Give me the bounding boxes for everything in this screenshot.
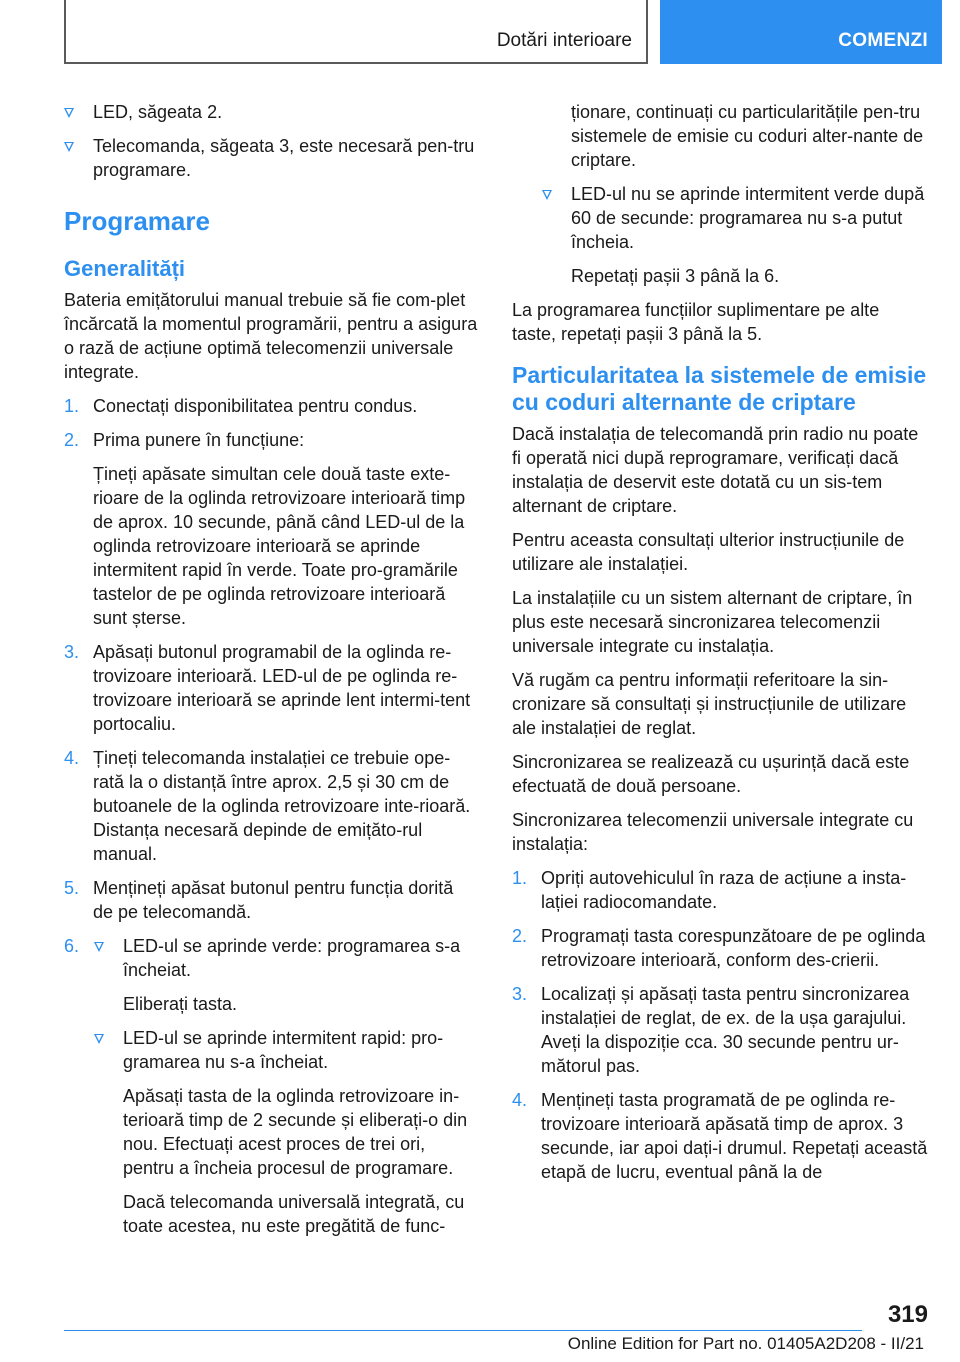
triangle-bullet-icon [64,108,74,118]
step-number: 5. [64,878,80,898]
step-item: 4. Mențineți tasta programată de pe oglinda re‐trovizoare interioară apăsată timp de aprox. 3 secunde, iar apoi dați-i drumul. Repetați această etapă de lucru, eventual până la de [512,1090,928,1182]
bullet-item: LED, săgeata 2. [64,100,478,124]
step-item: 2. Programați tasta corespunzătoare de pe oglinda retrovizoare interioară, conform des‐crierii. [512,926,926,970]
triangle-bullet-icon [542,190,552,200]
step-number: 4. [512,1090,528,1110]
step-item: 2. Prima punere în funcțiune: [64,430,305,450]
page-number: 319 [887,1301,928,1328]
step-item: 1. Conectați disponibilitatea pentru condus. [64,396,418,416]
left-column [64,100,478,1248]
step-item: 4. Țineți telecomanda instalației ce trebuie ope‐rată la o distanță între aprox. 2,5 și 30 cm de butoanele de la oglinda retrovizoare inte‐rioară. Distanța necesară depinde de emițăto‐rul manual. [64,748,471,864]
step-item: 3. Localizați și apăsați tasta pentru sincronizarea instalației de reglat, de ex. de la ușa garajului. Aveți la dispoziție cca. 30 secunde pentru ur‐mătorul pas. [512,984,910,1076]
heading-programare: Programare [64,206,210,236]
step-number: 3. [512,984,528,1004]
step-continuation: Țineți apăsate simultan cele două taste exte‐rioare de la oglinda retrovizoare interioară timp de aprox. 10 secunde, până când LED-ul de la oglinda retrovizoare interioară se aprinde intermitent rapid în verde. Toate pro‐gramările tastelor de pe oglinda retrovizoare interioară sunt șterse. [93,464,466,628]
footer-edition: Online Edition for Part no. 01405A2D208 - II/21 [567,1334,924,1353]
step-number: 1. [512,868,528,888]
step-number: 4. [64,748,80,768]
step-number: 6. [64,936,80,956]
bullet-item: Telecomanda, săgeata 3, este necesară pen‐tru programare. [64,134,478,182]
heading-particularitatea: Particularitatea la sistemele de emisie cu coduri alternante de criptare [512,362,927,415]
paragraph: Sincronizarea telecomenzii universale integrate cu instalația: [512,810,914,854]
header-section-title: Dotări interioare [496,30,632,51]
triangle-bullet-icon [64,142,74,152]
sub-continuation: ționare, continuați cu particularitățile pen‐tru sistemele de emisie cu coduri alter‐nante de criptare. [571,102,924,170]
paragraph: La programarea funcțiilor suplimentare pe alte taste, repetați pașii 3 până la 5. [512,300,880,344]
paragraph: La instalațiile cu un sistem alternant de criptare, în plus este necesară sincronizarea telecomenzii universale integrate cu instalația. [512,588,913,656]
paragraph: Dacă instalația de telecomandă prin radio nu poate fi operată nici după reprogramare, verificați dacă instalația de deservit este dotată cu un sis‐tem alternant de criptare. [512,424,919,516]
heading-generalitati: Generalități [64,256,186,281]
sub-bullet-item: LED-ul se aprinde intermitent rapid: pro‐gramarea nu s-a încheiat. [64,1026,478,1074]
step-item: 1. Opriți autovehiculul în raza de acțiune a insta‐lației radiocomandate. [512,868,907,912]
step-number: 3. [64,642,80,662]
triangle-bullet-icon [94,942,104,952]
header-chapter-tab: COMENZI [660,0,942,64]
paragraph: Vă rugăm ca pentru informații referitoare la sin‐cronizare să consultați și instrucțiunile de utilizare ale instalației de reglat. [512,670,907,738]
paragraph: Sincronizarea se realizează cu ușurință dacă este efectuată de două persoane. [512,752,910,796]
step-item: 3. Apăsați butonul programabil de la oglinda re‐trovizoare interioară. LED-ul de pe oglinda re‐trovizoare interioară se aprinde lent intermi‐tent portocaliu. [64,642,471,734]
sub-bullet-item: LED-ul nu se aprinde intermitent verde după 60 de secunde: programarea nu s-a putut încheia. [512,182,928,254]
step-number: 1. [64,396,80,416]
step-item: 5. Mențineți apăsat butonul pentru funcția dorită de pe telecomandă. [64,878,454,922]
header-section-box [64,0,648,64]
step-number: 2. [512,926,528,946]
sub-continuation: Apăsați tasta de la oglinda retrovizoare in‐terioară timp de 2 secunde și eliberați-o din nou. Efectuați acest proces de trei ori, pentru a încheia procesul de programare. [123,1086,468,1178]
paragraph: Bateria emițătorului manual trebuie să fie com‐plet încărcată la momentul programării, pentru a asigura o rază de acțiune optimă telecomenzii universale integrate. [64,290,478,382]
sub-continuation: Dacă telecomanda universală integrată, cu toate acestea, nu este pregătită de func‐ [123,1192,465,1236]
step-number: 2. [64,430,80,450]
paragraph: Pentru aceasta consultați ulterior instrucțiunile de utilizare ale instalației. [512,530,905,574]
step-item: 6. LED-ul se aprinde verde: programarea s-a încheiat. [64,936,461,980]
triangle-bullet-icon [94,1034,104,1044]
sub-continuation: Repetați pașii 3 până la 6. [571,266,780,286]
footer-divider [64,1330,862,1331]
right-column [512,100,928,1194]
step-continuation: Eliberați tasta. [123,994,238,1014]
